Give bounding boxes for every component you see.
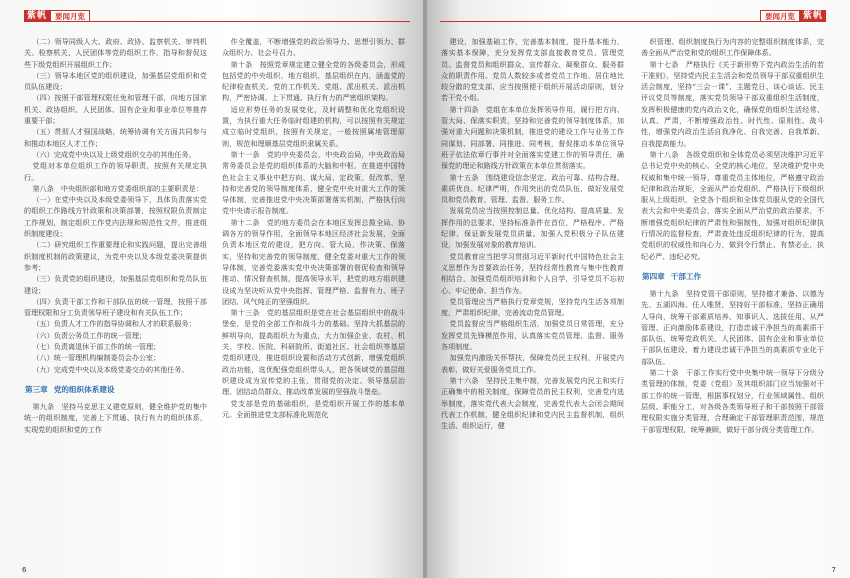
paragraph: （三）领导本地区党的组织建设，加强基层党组织和党员队伍建设； (24, 70, 207, 92)
paragraph: 党员管理应当严格执行党章党规，坚持党内生活各项制度，严肃组织纪律，完善流动党员管理。 (441, 296, 624, 318)
paragraph: 第十二条 党的地方委员会在本地区发挥总揽全局、协调各方的领导作用，全面领导本地区经济社会发展，全面负责本地区党的建设，把方向、管大局、作决策、保落实，坚持和完善党的领导制度，健全党委对重大工作的领导体制，完善党委落实党中央决策部署的督促检查和领导推动、情况督查机制，提高领导水平，把党的地方组织建设成为坚决听从党中央指挥、管理严格、监督有力、班子团结、风气纯正的坚强组织。 (222, 217, 405, 306)
paragraph: （四）负责干部工作和干部队伍的统一管理，按照干部管理权限和分工负责领导班子建设和有关队伍工作； (24, 296, 207, 318)
page-number: 7 (831, 566, 836, 574)
left-page (0, 0, 423, 578)
paragraph: 发展党员应当按照控制总量、优化结构、提高质量、发挥作用的总要求，坚持标准条件在首位，严格程序、严格纪律、保证新发展党员质量。加强入党积极分子队伍建设，加强发展对象的教育培训。 (441, 206, 624, 250)
paragraph: （二）领导同级人大、政府、政协、监察机关、审判机关、检察机关、人民团体等党的组织工作，指导和督促这些下级党组织开展组织工作； (24, 37, 207, 69)
paragraph: 第十九条 坚持党管干部原则，坚持德才兼备、以德为先、五湖四海、任人唯贤，坚持好干部标准，坚持正确用人导向，统筹干部素质培养、知事识人、选拔任用、从严管理、正向激励体系建设，打造忠诚干净担当的高素质干部队伍，统筹党政机关、人民团体、国有企业和事业单位干部队伍建设，着力建设忠诚干净担当的高素质专业化干部队伍。 (641, 288, 824, 366)
paragraph: 适应形势任务的发展变化，及时调整和优化党组织设置，为执行重大任务临时组建的机构，可以按照有关规定成立临时党组织，按照有关规定，一般按照属地管理原则，规范和理顺基层党组织隶属关系。 (222, 104, 405, 148)
left-page-header (24, 10, 410, 23)
paragraph: （七）负责离退休干部工作的统一管理； (32, 342, 161, 352)
right-page-column-1 (441, 36, 624, 431)
paragraph: 第二十条 干部工作实行党中央集中统一领导下分级分类管理的体制，党委（党组）及其组织部门应当加强对干部工作的统一管理，根据事权划分，行业领域属性、组织层级、职能分工，对各级各类领导班子和干部按照干部管理权限实施分类管理，合理确定干部管理职责范围，规范干部管理权限，统筹兼顾，做好干部分级分类管理工作。 (641, 368, 824, 434)
chapter-heading (641, 271, 824, 282)
paragraph: 建设，加强基础工作，完善基本制度，提升基本能力，落实基本保障，充分发挥党支部直接教育党员、管理党员、监督党员和组织群众、宣传群众、凝聚群众、服务群众的职责作用。党员人数较多或者党员工作地、居住地比较分散的党支部，应当按照便于组织开展活动原则，划分若干党小组。 (441, 37, 624, 103)
magazine-logo: 紫帆 (24, 10, 50, 22)
paragraph: （一）在党中央以及本级党委领导下，具体负责落实党的组织工作路线方针政策和决策部署，按照权限负责制定工作规划，制定组织工作党内法规和规范性文件，推进组织制度建设； (24, 195, 207, 239)
chapter-title: 干部工作 (670, 271, 702, 281)
paragraph: 第十七条 严格执行《关于新形势下党内政治生活的若干准则》，坚持党内民主生活会和党员领导干部双重组织生活会制度，坚持“三会一课”、主题党日、谈心谈话、民主评议党员等制度，落实党员领导干部双重组织生活制度，发挥积极健康的党内政治文化，确保党的组织生活经常、认真、严肃，不断增强政治性、时代性、原则性、战斗性，增强党内政治生活自我净化、自我完善、自我革新、自我提高能力。 (641, 59, 824, 148)
paragraph: （五）负责人才工作的指导协调和人才的联系服务； (32, 319, 196, 329)
paragraph: 第十四条 党组在本单位发挥领导作用，履行把方向、管大局、保落实职责，坚持和完善党的领导制度体系，加强对重大问题和决策机制，推进党的建设工作与业务工作同谋划、同部署、同推进、同考核，督促推动本单位领导班子依法依章行事并对全面落实党建工作的领导责任，确保党的理论和路线方针政策在本单位贯彻落实。 (441, 104, 624, 171)
right-page-header (440, 10, 826, 23)
paragraph: （五）贯彻人才强国战略，统筹协调有关方面共同参与和推动本地区人才工作； (24, 127, 207, 148)
paragraph: 第十五条 围绕建设信念坚定、政治可靠、结构合理、素质优良、纪律严明，作用突出的党员队伍，做好发展党员和党员教育、管理、监督、服务工作。 (441, 172, 624, 205)
chapter-title: 党的组织体系建设 (53, 384, 115, 394)
chapter-number: 第四章 (642, 271, 665, 281)
paragraph: 第十条 按照党章规定建立健全党的各级委员会，形成包括党的中央组织、地方组织、基层组织在内，涵盖党的纪律检查机关、党的工作机关、党组、派出机关、派出机构，严密协调、上下贯通、执行有力的严密组织架构。 (222, 59, 405, 103)
paragraph: 第十三条 党的基层组织是党在社会基层组织中的战斗堡垒，是党的全部工作和战斗力的基础。坚持大抓基层的鲜明导向，提高组织力为重点，大力加强企业、农村、机关、学校、医院、科研院所、街道社区、社会组织等基层党组织建设，推进组织设置和活动方式创新，增强党组织政治功能，选优配强党组织带头人，把各领域党的基层组织建设成为宣传党的主张、贯彻党的决定、领导基层治理、团结动员群众、推动改革发展的坚强战斗堡垒。 (222, 308, 405, 397)
paragraph: 党组对本单位组织工作的领导职责，按照有关规定执行。 (24, 161, 207, 182)
paragraph: 党员监督应当严格组织生活，加强党员日常管理，充分发挥党员先锋模范作用，认真落实党员管理、监督、服务各项制度。 (441, 319, 624, 352)
paragraph: 作全覆盖，不断增强党的政治领导力、思想引领力、群众组织力、社会号召力。 (222, 37, 405, 58)
left-page-column-2 (222, 36, 405, 420)
paragraph: （四）按照干部管理权限任免和管理干部，向地方国家机关、政协组织、人民团体、国有企业和事业单位等推荐重要干部； (24, 93, 207, 126)
page-number: 6 (22, 566, 27, 574)
paragraph: 加强党内激励关怀帮扶，保障党员民主权利，开展党内表彰，做好关爱服务党员工作。 (441, 353, 624, 374)
paragraph: （二）研究组织工作重要理论和实践问题，提出完善组织制度机制的政策建议，为党中央以及本级党委决策提供参考； (24, 240, 207, 272)
paragraph: （六）负责公务员工作的统一管理； (32, 330, 147, 340)
paragraph: 第十八条 各级党组织和全体党员必须坚决维护习近平总书记党中央的核心、全党的核心地位，坚决维护党中央权威和集中统一领导，尊重党员主体地位，严格遵守政治纪律和政治规矩，全面从严治党组织、严格执行下级组织服从上级组织，全党各个组织和全体党员服从党的全国代表大会和中央委员会，落实全面从严治党的政治要求，不断增强党组织纪律的严肃性和强制性，加强对组织纪律执行情况的监督检查，严肃查处违反组织纪律的行为，提高党组织的权威性和向心力，做到令行禁止、有禁必止，执纪必严、违纪必究。 (641, 149, 824, 261)
paragraph: 织管理、组织制度执行为内容的完整组织制度体系，完善全面从严治党和党的组织工作保障体系。 (641, 37, 824, 58)
paragraph: 第九条 坚持马克思主义建党原则，健全维护党的集中统一的组织制度，完善上下贯通、执行有力的组织体系，实现党的组织和党的工作 (24, 401, 207, 434)
left-page-column-1 (24, 36, 207, 435)
paragraph: 党支部是党的基础组织，是党组织开展工作的基本单元。全面推进党支部标准化规范化 (222, 398, 405, 419)
magazine-logo: 紫帆 (800, 10, 826, 22)
header-brand (760, 10, 826, 22)
paragraph: 第十一条 党的中央委员会，中央政治局，中央政治局常务委员会是党的组织体系的大脑和中枢，在推进中国特色社会主义事业中把方向、谋大局、定政策、促改革，坚持和完善党的领导制度体系，健全党中央对重大工作的领导体制，完善推进党中央决策部署落实机制，严格执行向党中央请示报告制度。 (222, 149, 405, 216)
right-page (427, 0, 850, 578)
column-title: 要闻月览 (760, 10, 800, 22)
paragraph: （八）统一管理机构编制委员会办公室； (32, 353, 161, 363)
paragraph: （三）负责党的组织建设，加强基层党组织和党员队伍建设； (24, 274, 207, 295)
paragraph: 党员教育应当把学习贯彻习近平新时代中国特色社会主义思想作为首要政治任务，坚持经常性教育与集中性教育相结合，加强党员组织培训和个人自学，引导党员不忘初心、牢记使命、担当作为。 (441, 251, 624, 295)
chapter-number: 第三章 (25, 384, 48, 394)
paragraph: （九）完成党中央以及本级党委交办的其他任务。 (32, 364, 189, 374)
paragraph: 第十六条 坚持民主集中制，完善发展党内民主和实行正确集中的相关制度，保障党员的民主权利，完善党内选举制度，落实党代表大会制度，完善党代表大会闭会期间代表工作机制，健全组织纪律和党内民主监督机制，组织生活、组织运行，健 (441, 375, 624, 431)
chapter-heading (24, 384, 207, 395)
header-brand (24, 10, 90, 22)
right-page-column-2 (641, 36, 824, 435)
column-title: 要闻月览 (50, 10, 90, 22)
paragraph: （六）完成党中央以及上级党组织交办的其他任务。 (32, 149, 196, 159)
paragraph: 第八条 中央组织部和地方党委组织部的主要职责是： (32, 183, 203, 193)
